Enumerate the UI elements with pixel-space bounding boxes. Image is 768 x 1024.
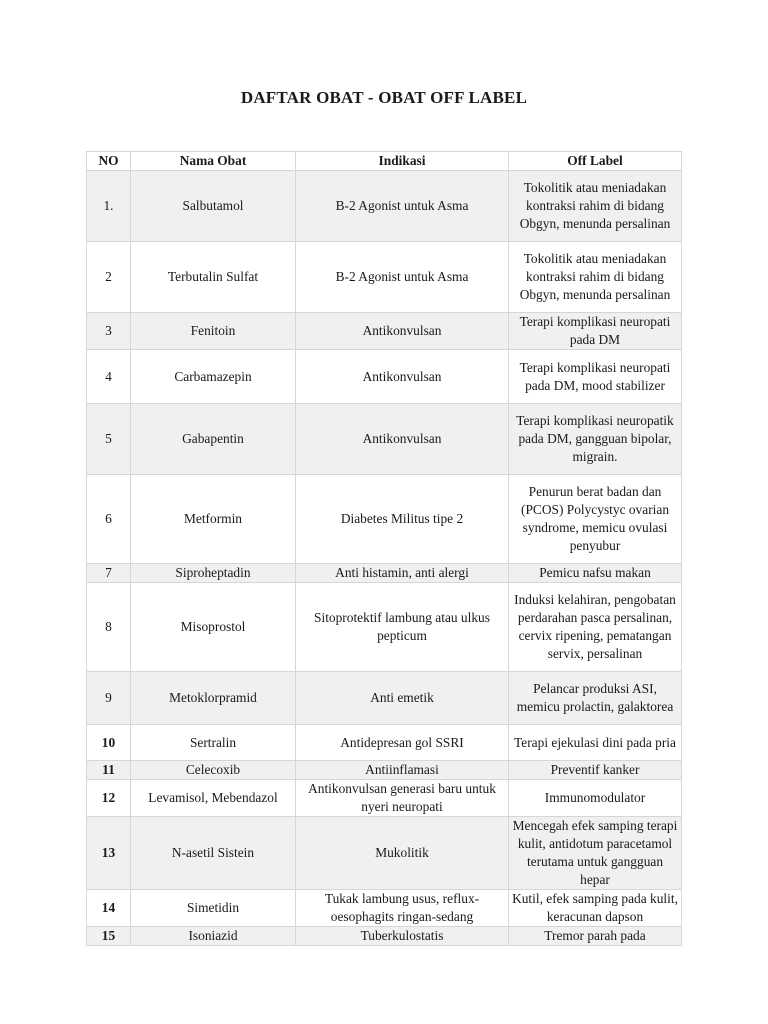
cell-name: Metformin <box>131 475 296 564</box>
cell-name: Gabapentin <box>131 404 296 475</box>
table-row <box>87 890 682 927</box>
header-off-label: Off Label <box>509 152 682 171</box>
cell-name: Terbutalin Sulfat <box>131 242 296 313</box>
cell-no: 6 <box>87 475 131 564</box>
cell-no: 14 <box>87 890 131 927</box>
table-row <box>87 725 682 761</box>
cell-name: Sertralin <box>131 725 296 761</box>
cell-name: Metoklorpramid <box>131 672 296 725</box>
cell-indication: Sitoprotektif lambung atau ulkus pepticum <box>296 583 509 672</box>
cell-name: Isoniazid <box>131 927 296 946</box>
table-row <box>87 313 682 350</box>
table-row <box>87 242 682 313</box>
cell-indication: Antikonvulsan generasi baru untuk nyeri neuropati <box>296 780 509 817</box>
cell-off-label: Induksi kelahiran, pengobatan perdarahan pasca persalinan, cervix ripening, pematangan servix, persalinan <box>509 583 682 672</box>
cell-indication: Antidepresan gol SSRI <box>296 725 509 761</box>
cell-indication: Tuberkulostatis <box>296 927 509 946</box>
cell-indication: Mukolitik <box>296 817 509 890</box>
cell-off-label: Tokolitik atau meniadakan kontraksi rahim di bidang Obgyn, menunda persalinan <box>509 171 682 242</box>
cell-name: Misoprostol <box>131 583 296 672</box>
cell-off-label: Pelancar produksi ASI, memicu prolactin, galaktorea <box>509 672 682 725</box>
cell-off-label: Terapi komplikasi neuropati pada DM <box>509 313 682 350</box>
cell-name: Celecoxib <box>131 761 296 780</box>
cell-no: 4 <box>87 350 131 404</box>
cell-off-label: Tokolitik atau meniadakan kontraksi rahim di bidang Obgyn, menunda persalinan <box>509 242 682 313</box>
table-row <box>87 171 682 242</box>
cell-no: 8 <box>87 583 131 672</box>
cell-no: 10 <box>87 725 131 761</box>
table-row <box>87 817 682 890</box>
cell-name: N-asetil Sistein <box>131 817 296 890</box>
cell-indication: Anti histamin, anti alergi <box>296 564 509 583</box>
cell-off-label: Preventif kanker <box>509 761 682 780</box>
cell-off-label: Immunomodulator <box>509 780 682 817</box>
table-row <box>87 564 682 583</box>
cell-off-label: Terapi ejekulasi dini pada pria <box>509 725 682 761</box>
drug-table <box>86 151 682 946</box>
cell-name: Fenitoin <box>131 313 296 350</box>
cell-off-label: Pemicu nafsu makan <box>509 564 682 583</box>
table-row <box>87 350 682 404</box>
header-indikasi: Indikasi <box>296 152 509 171</box>
cell-off-label: Kutil, efek samping pada kulit, keracunan dapson <box>509 890 682 927</box>
cell-off-label: Terapi komplikasi neuropati pada DM, mood stabilizer <box>509 350 682 404</box>
cell-no: 7 <box>87 564 131 583</box>
cell-indication: Antikonvulsan <box>296 350 509 404</box>
table-row <box>87 761 682 780</box>
cell-no: 15 <box>87 927 131 946</box>
table-row <box>87 404 682 475</box>
table-row <box>87 927 682 946</box>
cell-off-label: Mencegah efek samping terapi kulit, antidotum paracetamol terutama untuk gangguan hepar <box>509 817 682 890</box>
table-row <box>87 780 682 817</box>
cell-indication: B-2 Agonist untuk Asma <box>296 171 509 242</box>
cell-name: Levamisol, Mebendazol <box>131 780 296 817</box>
page-title: DAFTAR OBAT - OBAT OFF LABEL <box>240 88 528 107</box>
cell-off-label: Penurun berat badan dan (PCOS) Polycystyc ovarian syndrome, memicu ovulasi penyubur <box>509 475 682 564</box>
cell-indication: B-2 Agonist untuk Asma <box>296 242 509 313</box>
cell-no: 13 <box>87 817 131 890</box>
table-row <box>87 475 682 564</box>
cell-name: Carbamazepin <box>131 350 296 404</box>
cell-name: Simetidin <box>131 890 296 927</box>
header-nama-obat: Nama Obat <box>131 152 296 171</box>
cell-indication: Anti emetik <box>296 672 509 725</box>
cell-indication: Antikonvulsan <box>296 404 509 475</box>
cell-no: 2 <box>87 242 131 313</box>
cell-indication: Tukak lambung usus, reflux-oesophagits ringan-sedang <box>296 890 509 927</box>
cell-no: 3 <box>87 313 131 350</box>
cell-no: 9 <box>87 672 131 725</box>
cell-indication: Antikonvulsan <box>296 313 509 350</box>
cell-indication: Antiinflamasi <box>296 761 509 780</box>
table-header-row <box>87 152 682 171</box>
cell-indication: Diabetes Militus tipe 2 <box>296 475 509 564</box>
cell-name: Siproheptadin <box>131 564 296 583</box>
cell-no: 11 <box>87 761 131 780</box>
cell-no: 5 <box>87 404 131 475</box>
table-row <box>87 583 682 672</box>
header-no: NO <box>87 152 131 171</box>
cell-off-label: Terapi komplikasi neuropatik pada DM, gangguan bipolar, migrain. <box>509 404 682 475</box>
cell-no: 12 <box>87 780 131 817</box>
table-row <box>87 672 682 725</box>
cell-off-label: Tremor parah pada <box>509 927 682 946</box>
cell-no: 1. <box>87 171 131 242</box>
cell-name: Salbutamol <box>131 171 296 242</box>
